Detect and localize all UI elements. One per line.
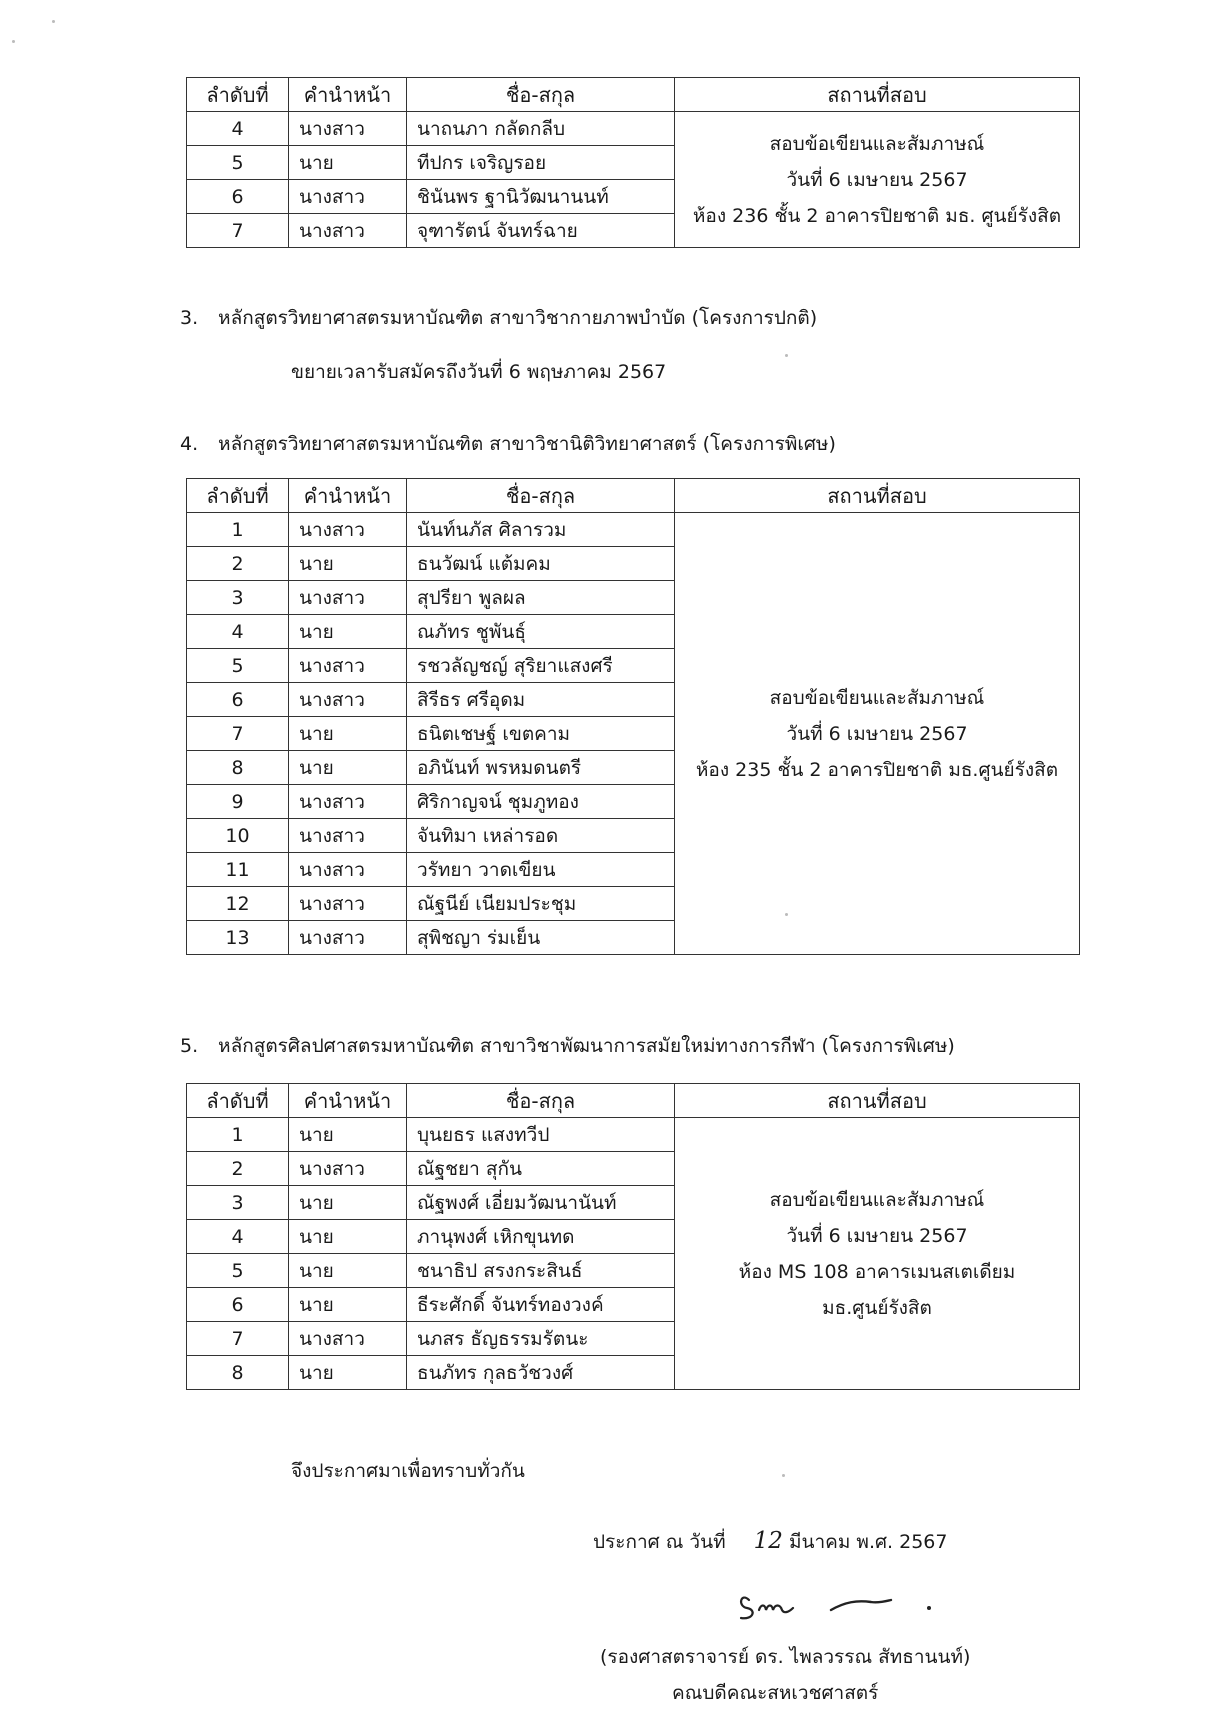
row-prefix: นาย	[289, 615, 407, 649]
header-name: ชื่อ-สกุล	[407, 479, 675, 513]
row-no: 5	[187, 1254, 289, 1288]
row-no: 7	[187, 717, 289, 751]
header-name: ชื่อ-สกุล	[407, 1084, 675, 1118]
row-no: 7	[187, 1322, 289, 1356]
signer-position: คณบดีคณะสหเวชศาสตร์	[672, 1682, 879, 1704]
row-no: 1	[187, 1118, 289, 1152]
exam-table-top	[186, 77, 1080, 248]
row-no: 3	[187, 1186, 289, 1220]
scan-speck	[12, 40, 15, 43]
row-prefix: นาย	[289, 1186, 407, 1220]
row-name: สุปรียา พูลผล	[407, 581, 675, 615]
table-header-row	[187, 479, 1080, 513]
section-3-heading	[180, 303, 817, 333]
header-prefix: คำนำหน้า	[289, 1084, 407, 1118]
section-4-heading	[180, 429, 836, 459]
scan-speck	[785, 913, 788, 916]
row-name: ณภัทร ชูพันธุ์	[407, 615, 675, 649]
row-no: 8	[187, 1356, 289, 1390]
handwritten-day: 12	[753, 1528, 783, 1554]
header-no: ลำดับที่	[187, 78, 289, 112]
row-no: 5	[187, 146, 289, 180]
section-title: หลักสูตรวิทยาศาสตรมหาบัณฑิต สาขาวิชานิติวิทยาศาสตร์ (โครงการพิเศษ)	[218, 433, 836, 455]
row-name: ทีปกร เจริญรอย	[407, 146, 675, 180]
header-place: สถานที่สอบ	[675, 78, 1080, 112]
scan-speck	[782, 1474, 785, 1477]
row-no: 13	[187, 921, 289, 955]
exam-date: วันที่ 6 เมษายน 2567	[786, 1224, 968, 1247]
header-prefix: คำนำหน้า	[289, 479, 407, 513]
row-prefix: นางสาว	[289, 112, 407, 146]
row-prefix: นางสาว	[289, 819, 407, 853]
row-prefix: นางสาว	[289, 581, 407, 615]
section-number: 3.	[180, 307, 199, 329]
announce-prefix: ประกาศ ณ วันที่	[593, 1531, 726, 1553]
header-place: สถานที่สอบ	[675, 1084, 1080, 1118]
row-name: บุนยธร แสงทวีป	[407, 1118, 675, 1152]
section-3-note: ขยายเวลารับสมัครถึงวันที่ 6 พฤษภาคม 2567	[291, 361, 667, 383]
section-5-heading	[180, 1031, 955, 1061]
row-no: 7	[187, 214, 289, 248]
row-name: ณัฐนีย์ เนียมประชุม	[407, 887, 675, 921]
row-name: ชนาธิป สรงกระสินธ์	[407, 1254, 675, 1288]
exam-room: ห้อง 236 ชั้น 2 อาคารปิยชาติ มธ. ศูนย์รังสิต	[692, 204, 1062, 227]
row-prefix: นางสาว	[289, 180, 407, 214]
row-no: 3	[187, 581, 289, 615]
row-no: 6	[187, 180, 289, 214]
signer-name: (รองศาสตราจารย์ ดร. ไพลวรรณ สัทธานนท์)	[600, 1646, 971, 1668]
row-prefix: นางสาว	[289, 214, 407, 248]
header-no: ลำดับที่	[187, 1084, 289, 1118]
exam-table-section-4	[186, 478, 1080, 955]
row-no: 1	[187, 513, 289, 547]
table-row	[187, 112, 1080, 146]
row-name: ธนวัฒน์ แต้มคม	[407, 547, 675, 581]
row-name: ธีระศักดิ์ จันทร์ทองวงค์	[407, 1288, 675, 1322]
closing-notice: จึงประกาศมาเพื่อทราบทั่วกัน	[291, 1460, 525, 1482]
table-header-row	[187, 1084, 1080, 1118]
table-body	[187, 1118, 1080, 1390]
row-prefix: นาย	[289, 751, 407, 785]
exam-type: สอบข้อเขียนและสัมภาษณ์	[769, 132, 985, 155]
row-no: 9	[187, 785, 289, 819]
row-no: 11	[187, 853, 289, 887]
row-prefix: นาย	[289, 717, 407, 751]
row-name: ธนิตเชษฐ์ เขตคาม	[407, 717, 675, 751]
exam-place-cell	[675, 1118, 1080, 1390]
row-name: สุพิชญา ร่มเย็น	[407, 921, 675, 955]
scan-speck	[785, 354, 788, 357]
exam-room: ห้อง MS 108 อาคารเมนสเตเดียม	[738, 1260, 1016, 1283]
row-prefix: นาย	[289, 1254, 407, 1288]
header-prefix: คำนำหน้า	[289, 78, 407, 112]
row-no: 4	[187, 615, 289, 649]
row-prefix: นางสาว	[289, 1322, 407, 1356]
row-name: รชวลัญชญ์ สุริยาแสงศรี	[407, 649, 675, 683]
row-no: 6	[187, 683, 289, 717]
row-no: 4	[187, 1220, 289, 1254]
row-prefix: นาย	[289, 146, 407, 180]
row-no: 10	[187, 819, 289, 853]
section-title: หลักสูตรวิทยาศาสตรมหาบัณฑิต สาขาวิชากายภาพบำบัด (โครงการปกติ)	[218, 307, 818, 329]
row-prefix: นางสาว	[289, 853, 407, 887]
table-header-row	[187, 78, 1080, 112]
row-name: ณัฐพงศ์ เอี่ยมวัฒนานันท์	[407, 1186, 675, 1220]
row-prefix: นางสาว	[289, 649, 407, 683]
row-no: 2	[187, 547, 289, 581]
exam-date: วันที่ 6 เมษายน 2567	[786, 168, 968, 191]
row-prefix: นาย	[289, 1118, 407, 1152]
row-name: นาถนภา กลัดกลีบ	[407, 112, 675, 146]
exam-type: สอบข้อเขียนและสัมภาษณ์	[769, 686, 985, 709]
row-prefix: นาย	[289, 1220, 407, 1254]
section-number: 5.	[180, 1035, 199, 1057]
row-name: นันท์นภัส ศิลารวม	[407, 513, 675, 547]
exam-place-cell	[675, 112, 1080, 248]
exam-table-section-5	[186, 1083, 1080, 1390]
signature-image	[735, 1580, 935, 1630]
row-name: จุฑารัตน์ จันทร์ฉาย	[407, 214, 675, 248]
row-prefix: นางสาว	[289, 1152, 407, 1186]
row-name: วรัทยา วาดเขียน	[407, 853, 675, 887]
row-no: 8	[187, 751, 289, 785]
row-no: 12	[187, 887, 289, 921]
row-prefix: นางสาว	[289, 785, 407, 819]
row-prefix: นาย	[289, 1288, 407, 1322]
row-prefix: นาย	[289, 1356, 407, 1390]
exam-type: สอบข้อเขียนและสัมภาษณ์	[769, 1188, 985, 1211]
row-name: ชินันพร ฐานิวัฒนานนท์	[407, 180, 675, 214]
row-name: ภานุพงศ์ เหิกขุนทด	[407, 1220, 675, 1254]
header-name: ชื่อ-สกุล	[407, 78, 675, 112]
row-no: 6	[187, 1288, 289, 1322]
table-body	[187, 513, 1080, 955]
header-place: สถานที่สอบ	[675, 479, 1080, 513]
row-name: ณัฐชยา สุกัน	[407, 1152, 675, 1186]
row-prefix: นางสาว	[289, 513, 407, 547]
exam-date: วันที่ 6 เมษายน 2567	[786, 722, 968, 745]
exam-room: ห้อง 235 ชั้น 2 อาคารปิยชาติ มธ.ศูนย์รังสิต	[695, 758, 1059, 781]
scan-speck	[52, 20, 55, 23]
row-prefix: นาย	[289, 547, 407, 581]
row-name: อภินันท์ พรหมดนตรี	[407, 751, 675, 785]
section-number: 4.	[180, 433, 199, 455]
row-name: จันทิมา เหล่ารอด	[407, 819, 675, 853]
announce-month-year: มีนาคม พ.ศ. 2567	[788, 1531, 948, 1553]
row-no: 5	[187, 649, 289, 683]
exam-campus: มธ.ศูนย์รังสิต	[822, 1296, 932, 1319]
row-prefix: นางสาว	[289, 683, 407, 717]
row-prefix: นางสาว	[289, 887, 407, 921]
table-row	[187, 513, 1080, 547]
row-no: 2	[187, 1152, 289, 1186]
section-title: หลักสูตรศิลปศาสตรมหาบัณฑิต สาขาวิชาพัฒนาการสมัยใหม่ทางการกีฬา (โครงการพิเศษ)	[218, 1035, 955, 1057]
row-name: นภสร ธัญธรรมรัตนะ	[407, 1322, 675, 1356]
exam-place-cell	[675, 513, 1080, 955]
announcement-date	[593, 1527, 947, 1557]
table-row	[187, 1118, 1080, 1152]
row-prefix: นางสาว	[289, 921, 407, 955]
row-name: ธนภัทร กุลธวัชวงศ์	[407, 1356, 675, 1390]
header-no: ลำดับที่	[187, 479, 289, 513]
row-no: 4	[187, 112, 289, 146]
row-name: ศิริกาญจน์ ชุมภูทอง	[407, 785, 675, 819]
row-name: สิรีธร ศรีอุดม	[407, 683, 675, 717]
